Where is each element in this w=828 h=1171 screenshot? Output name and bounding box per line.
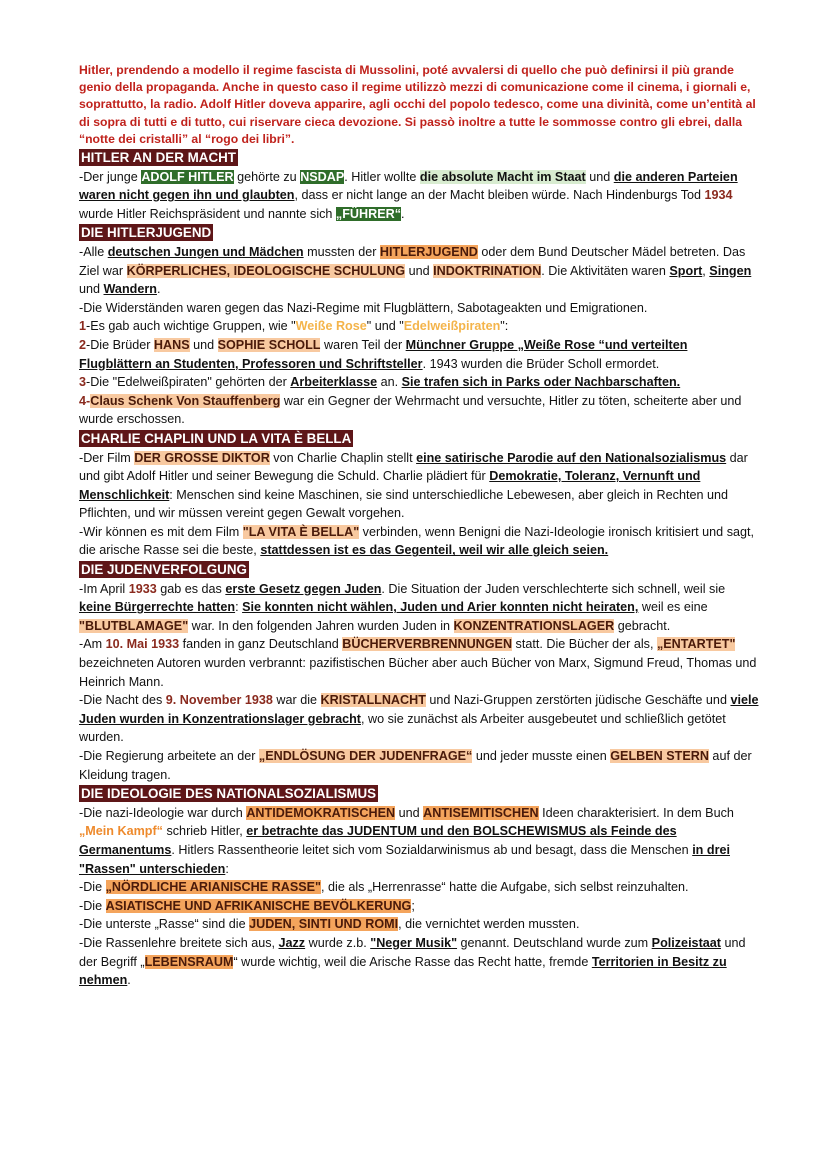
- highlighted-text: Claus Schenk Von Stauffenberg: [90, 393, 281, 408]
- paragraph: [79, 168, 759, 224]
- paragraph: [79, 934, 759, 990]
- highlighted-text: Sie trafen sich in Parks oder Nachbarschaften.: [401, 375, 681, 390]
- paragraph: [79, 915, 759, 934]
- paragraph: [79, 580, 759, 636]
- highlighted-text: Sport: [669, 263, 703, 278]
- section-heading: DIE IDEOLOGIE DES NATIONALSOZIALISMUS: [81, 786, 377, 802]
- text-run: fanden in ganz Deutschland: [179, 637, 343, 652]
- text-run: gab es das: [156, 581, 226, 596]
- text-run: -Alle: [79, 244, 108, 259]
- text-run: und: [395, 805, 424, 820]
- highlighted-text: „FÜHRER“: [335, 206, 401, 221]
- text-run: -Die Regierung arbeitete an der: [79, 749, 259, 764]
- text-run: wurde Hitler Reichspräsident und nannte sich: [79, 206, 336, 221]
- highlighted-text: BÜCHERVERBRENNUNGEN: [342, 637, 513, 652]
- text-run: . Hitlers Rassentheorie leitet sich vom Sozialdarwinismus ab und besagt, dass die Menschen: [171, 842, 693, 857]
- text-run: war. In den folgenden Jahren wurden Juden in: [188, 618, 454, 633]
- section: [79, 148, 759, 223]
- highlighted-text: „NÖRDLICHE ARIANISCHE RASSE": [105, 880, 322, 895]
- text-run: , die als „Herrenrasse“ hatte die Aufgabe, sich selbst reinzuhalten.: [321, 880, 689, 895]
- section: [79, 429, 759, 560]
- highlighted-text: 2: [79, 337, 87, 352]
- highlighted-text: erste Gesetz gegen Juden: [225, 581, 382, 596]
- text-run: und: [79, 282, 104, 297]
- document-page: [79, 62, 759, 990]
- highlighted-text: "BLUTBLAMAGE": [79, 618, 189, 633]
- highlighted-text: stattdessen ist es das Gegenteil, weil wir alle gleich seien.: [260, 543, 609, 558]
- text-run: -Die: [79, 880, 106, 895]
- text-run: -Am: [79, 637, 106, 652]
- paragraph: [79, 897, 759, 916]
- text-run: war ein Gegner der Wehrmacht und versuchte, Hitler zu töten, scheiterte aber und wurde erschossen.: [79, 393, 742, 427]
- section: [79, 560, 759, 784]
- highlighted-text: NSDAP: [300, 169, 345, 184]
- highlighted-text: 1934: [704, 188, 733, 203]
- highlighted-text: Edelweißpiraten: [403, 319, 501, 334]
- text-run: , wo sie zunächst als Arbeiter ausgebeutet und schließlich getötet wurden.: [79, 711, 726, 745]
- text-run: , die vernichtet werden mussten.: [398, 917, 580, 932]
- highlighted-text: ASIATISCHE UND AFRIKANISCHE BEVÖLKERUNG: [105, 898, 412, 913]
- text-run: -Der Film: [79, 450, 135, 465]
- highlighted-text: GELBEN STERN: [610, 749, 709, 764]
- text-run: war die: [272, 693, 321, 708]
- highlighted-text: Singen: [709, 263, 752, 278]
- section-heading: CHARLIE CHAPLIN UND LA VITA È BELLA: [81, 430, 352, 446]
- highlighted-text: Wandern: [103, 282, 157, 297]
- text-run: ,: [702, 263, 710, 278]
- text-run: .: [127, 973, 131, 988]
- highlighted-text: Jazz: [278, 935, 306, 950]
- text-run: und: [189, 337, 218, 352]
- text-run: waren Teil der: [320, 337, 406, 352]
- text-run: . 1943 wurden die Brüder Scholl ermordet.: [422, 356, 660, 371]
- text-run: und: [585, 169, 614, 184]
- text-run: ;: [411, 898, 415, 913]
- text-run: -Die Rassenlehre breitete sich aus,: [79, 935, 279, 950]
- highlighted-text: eine satirische Parodie auf den Nationalsozialismus: [416, 450, 727, 465]
- highlighted-text: 9. November 1938: [165, 693, 273, 708]
- text-run: :: [235, 600, 243, 615]
- text-run: von Charlie Chaplin stellt: [269, 450, 417, 465]
- paragraph: [79, 336, 759, 373]
- text-run: Ideen charakterisiert. In dem Buch: [538, 805, 734, 820]
- paragraph: [79, 523, 759, 560]
- text-run: und Nazi-Gruppen zerstörten jüdische Geschäfte und: [425, 693, 731, 708]
- text-run: schrieb Hitler,: [162, 824, 247, 839]
- paragraph: [79, 299, 759, 318]
- highlighted-text: deutschen Jungen und Mädchen: [107, 244, 304, 259]
- paragraph: [79, 878, 759, 897]
- text-run: . Die Aktivitäten waren: [541, 263, 670, 278]
- sections-container: [79, 148, 759, 990]
- highlighted-text: in drei "Rassen" unterschieden: [79, 842, 730, 876]
- text-run: bezeichneten Autoren wurden verbrannt: pazifistischen Bücher aber auch Bücher von Marx, Sigmund Freud, Thomas und Heinrich Mann.: [79, 656, 757, 689]
- highlighted-text: HITLERJUGEND: [379, 244, 478, 259]
- highlighted-text: Arbeiterklasse: [290, 375, 378, 390]
- highlighted-text: -: [86, 393, 91, 408]
- highlighted-text: ANTISEMITISCHEN: [423, 805, 539, 820]
- text-run: -Die Widerständen waren gegen das Nazi-Regime mit Flugblättern, Sabotageakten und Emigrationen.: [79, 300, 648, 315]
- highlighted-text: ADOLF HITLER: [141, 169, 234, 184]
- highlighted-text: Demokratie, Toleranz, Vernunft und Menschlichkeit: [79, 469, 701, 502]
- highlighted-text: DER GROSSE DIKTOR: [134, 450, 270, 465]
- text-run: und: [405, 263, 434, 278]
- section-heading: DIE JUDENVERFOLGUNG: [81, 562, 247, 578]
- paragraph: [79, 635, 759, 691]
- highlighted-text: JUDEN, SINTI UND ROMI: [249, 917, 399, 932]
- text-run: auf der Kleidung tragen.: [79, 749, 752, 782]
- highlighted-text: 10. Mai 1933: [105, 637, 180, 652]
- highlighted-text: "Neger Musik": [370, 935, 458, 950]
- text-run: ":: [500, 319, 509, 334]
- highlighted-text: LEBENSRAUM: [144, 954, 234, 969]
- section: [79, 784, 759, 990]
- text-run: -Die: [79, 898, 106, 913]
- text-run: . Hitler wollte: [344, 169, 420, 184]
- text-run: , dass er nicht lange an der Macht bleiben würde. Nach Hindenburgs Tod: [294, 188, 705, 203]
- paragraph: [79, 449, 759, 523]
- highlighted-text: viele Juden wurden in Konzentrationslager gebracht: [79, 693, 759, 726]
- highlighted-text: die absolute Macht im Staat: [419, 169, 586, 184]
- text-run: dar und gibt Adolf Hitler und seiner Bewegung die Schuld. Charlie plädiert für: [79, 450, 748, 484]
- highlighted-text: HANS: [153, 337, 190, 352]
- highlighted-text: Münchner Gruppe „Weiße Rose “und verteilten Flugblättern an Studenten, Professoren und Schriftsteller: [79, 337, 688, 371]
- highlighted-text: „Mein Kampf“: [79, 824, 163, 839]
- text-run: -Die Nacht des: [79, 693, 166, 708]
- highlighted-text: keine Bürgerrechte hatten: [79, 600, 236, 615]
- text-run: -Im April: [79, 581, 129, 596]
- text-run: . Die Situation der Juden verschlechterte sich schnell, weil sie: [381, 581, 726, 596]
- text-run: : Menschen sind keine Maschinen, sie sind unterschiedliche Lebewesen, aber gleich in Rechten und Pflichten, und wir müssen vereint gegen Gewalt vorgehen.: [79, 487, 728, 521]
- highlighted-text: 4: [79, 393, 87, 408]
- text-run: -Die "Edelweißpiraten" gehörten der: [86, 375, 291, 390]
- text-run: :: [225, 861, 229, 876]
- paragraph: [79, 804, 759, 878]
- highlighted-text: Sie konnten nicht wählen, Juden und Arier konnten nicht heiraten,: [242, 600, 639, 615]
- paragraph: [79, 373, 759, 392]
- text-run: -Die unterste „Rasse“ sind die: [79, 917, 250, 932]
- paragraph: [79, 243, 759, 299]
- text-run: an.: [377, 375, 402, 390]
- highlighted-text: „ENDLÖSUNG DER JUDENFRAGE“: [258, 749, 473, 764]
- highlighted-text: ANTIDEMOKRATISCHEN: [246, 805, 396, 820]
- text-run: -Wir können es mit dem Film: [79, 524, 243, 539]
- text-run: -Die Brüder: [86, 337, 154, 352]
- highlighted-text: die anderen Parteien waren nicht gegen ihn und glaubten: [79, 169, 738, 203]
- highlighted-text: 1933: [128, 581, 157, 596]
- paragraph: [79, 691, 759, 747]
- text-run: und der Begriff „: [79, 935, 746, 969]
- text-run: verbinden, wenn Benigni die Nazi-Ideologie ironisch kritisiert und sagt, die arische Rasse sei die beste,: [79, 524, 754, 558]
- text-run: gehörte zu: [233, 169, 301, 184]
- text-run: -Der junge: [79, 169, 142, 184]
- paragraph: [79, 747, 759, 784]
- text-run: mussten der: [303, 244, 380, 259]
- highlighted-text: er betrachte das JUDENTUM und den BOLSCHEWISMUS als Feinde des Germanentums: [79, 824, 677, 857]
- highlighted-text: Territorien in Besitz zu nehmen: [79, 954, 727, 988]
- text-run: .: [156, 282, 161, 297]
- highlighted-text: KONZENTRATIONSLAGER: [453, 618, 615, 633]
- intro-paragraph: Hitler, prendendo a modello il regime fascista di Mussolini, poté avvalersi di quello che può definirsi il più grande genio della propaganda. Anche in questo caso il regime utilizzò mezzi di comunicazione come il cinema, i giornali e, soprattutto, la radio. Adolf Hitler doveva apparire, agli occhi del popolo tedesco, come una divinità, come un’entità al di sopra di tutti e di tutto, cui riservare cieca devozione. Si passò inoltre a tutte le sommosse contro gli ebrei, dalla “notte dei cristalli” al “rogo dei libri”.: [79, 63, 756, 146]
- paragraph: [79, 392, 759, 429]
- highlighted-text: KRISTALLNACHT: [320, 693, 426, 708]
- text-run: gebracht.: [614, 618, 671, 633]
- text-run: genannt. Deutschland wurde zum: [457, 935, 652, 950]
- section: [79, 223, 759, 429]
- text-run: oder dem Bund Deutscher Mädel betreten. Das Ziel war: [79, 244, 746, 278]
- text-run: .: [401, 206, 405, 221]
- section-heading: DIE HITLERJUGEND: [81, 225, 212, 241]
- section-heading: HITLER AN DER MACHT: [81, 150, 236, 166]
- text-run: und jeder musste einen: [472, 749, 611, 764]
- highlighted-text: „ENTARTET": [656, 637, 736, 652]
- highlighted-text: 3: [79, 375, 87, 390]
- text-run: statt. Die Bücher der als,: [512, 637, 657, 652]
- text-run: weil es eine: [638, 600, 708, 615]
- text-run: “ wurde wichtig, weil die Arische Rasse das Recht hatte, fremde: [233, 954, 592, 969]
- highlighted-text: KÖRPERLICHES, IDEOLOGISCHE SCHULUNG: [126, 263, 406, 278]
- highlighted-text: Polizeistaat: [651, 935, 721, 950]
- highlighted-text: Weiße Rose: [295, 319, 367, 334]
- highlighted-text: SOPHIE SCHOLL: [217, 337, 321, 352]
- text-run: " und ": [366, 319, 404, 334]
- highlighted-text: "LA VITA È BELLA": [242, 524, 360, 539]
- text-run: -Die nazi-Ideologie war durch: [79, 805, 247, 820]
- paragraph: [79, 317, 759, 336]
- text-run: -Es gab auch wichtige Gruppen, wie ": [86, 319, 296, 334]
- text-run: wurde z.b.: [305, 935, 371, 950]
- highlighted-text: 1: [79, 319, 87, 334]
- highlighted-text: INDOKTRINATION: [433, 263, 542, 278]
